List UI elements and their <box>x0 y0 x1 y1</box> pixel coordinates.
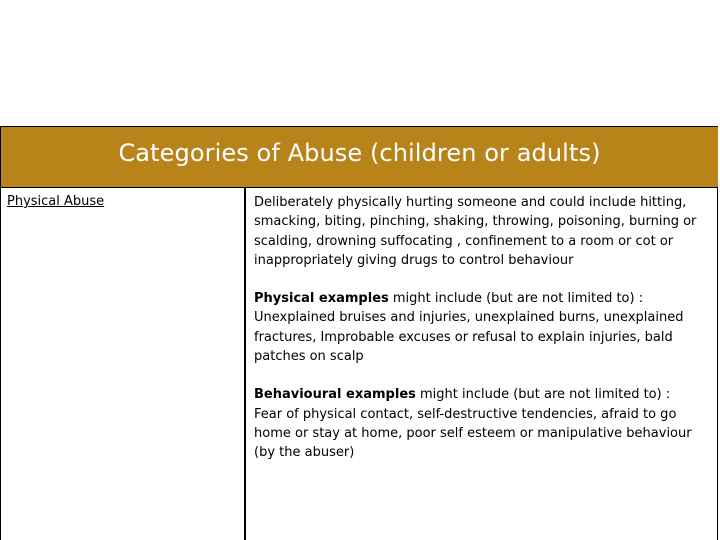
table-title: Categories of Abuse (children or adults) <box>118 139 601 167</box>
table-row <box>1 188 718 540</box>
category-cell <box>1 188 246 540</box>
physical-examples-lead: Physical examples <box>254 291 389 307</box>
table-header <box>1 127 718 188</box>
behavioural-examples-lead: Behavioural examples <box>254 387 416 403</box>
description-text: Deliberately physically hurting someone and could include hitting, smacking, biting, pinching, shaking, throwing, poisoning, burning or scalding, drowning suffocating , confinement to a room or cot or inappropriately giving drugs to control behaviour <box>254 195 697 268</box>
physical-examples <box>254 289 714 366</box>
behavioural-examples-text: Fear of physical contact, self-destructive tendencies, afraid to go home or stay at home, poor self esteem or manipulative behaviour (by the abuser) <box>254 406 692 461</box>
physical-examples-intro: might include (but are not limited to) : <box>388 291 644 307</box>
category-label: Physical Abuse <box>7 194 105 209</box>
abuse-categories-table <box>0 126 718 540</box>
description-cell <box>254 193 714 482</box>
physical-examples-text: Unexplained bruises and injuries, unexplained burns, unexplained fractures, Improbable excuses or refusal to explain injuries, bald patches on scalp <box>254 310 684 365</box>
behavioural-examples-intro: might include (but are not limited to) : <box>415 387 671 403</box>
behavioural-examples <box>254 385 714 462</box>
